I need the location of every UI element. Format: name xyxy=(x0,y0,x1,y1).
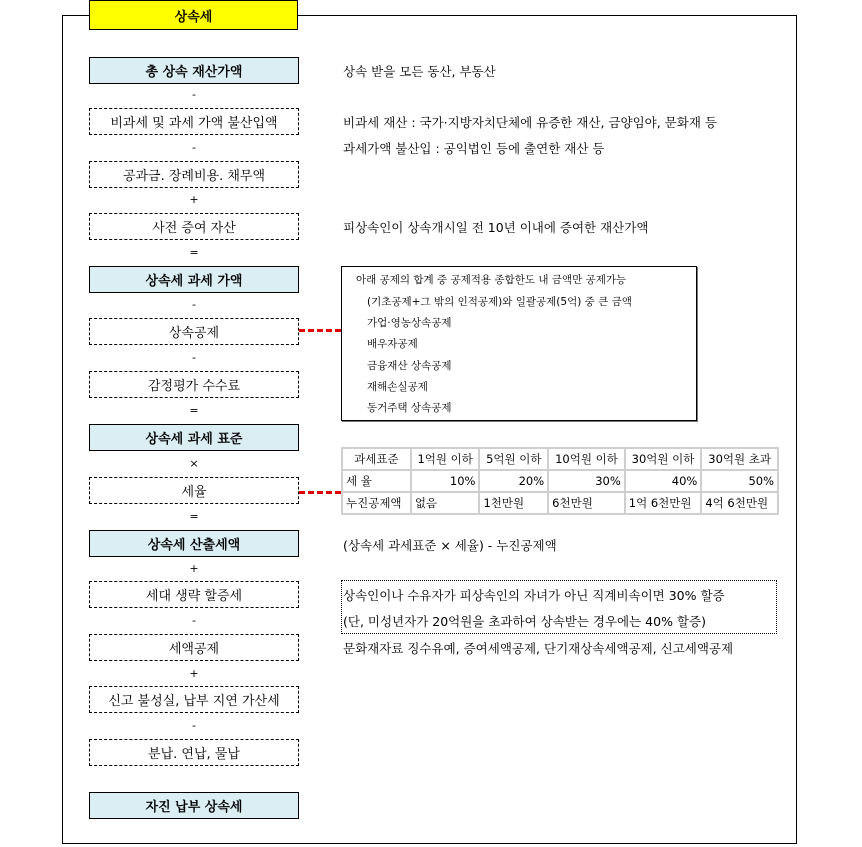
deduction-list-box xyxy=(341,266,697,421)
deduction-item: 동거주택 상속공제 xyxy=(367,402,452,414)
note-prior-gift: 피상속인이 상속개시일 전 10년 이내에 증여한 재산가액 xyxy=(343,220,649,235)
box-prior-gift: 사전 증여 자산 xyxy=(89,213,299,240)
operator: - xyxy=(192,298,196,311)
box-calculated-tax: 상속세 산출세액 xyxy=(89,530,299,557)
box-non-taxable: 비과세 및 과세 가액 불산입액 xyxy=(89,108,299,135)
box-inheritance-deduction: 상속공제 xyxy=(89,318,299,345)
operator: = xyxy=(189,246,199,259)
note-tax-credits: 문화재자료 징수유예, 증여세액공제, 단기재상속세액공제, 신고세액공제 xyxy=(343,641,734,656)
tax-rate-table xyxy=(341,447,779,515)
connector-deduction xyxy=(299,329,341,332)
deduction-header: 아래 공제의 합계 중 공제적용 종합한도 내 금액만 공제가능 xyxy=(356,274,627,286)
table-cell: 누진공제액 xyxy=(342,492,411,514)
box-generation-skip-surcharge: 세대 생략 할증세 xyxy=(89,581,299,608)
connector-tax-rate xyxy=(299,491,341,494)
operator: × xyxy=(189,457,199,470)
box-tax-base: 상속세 과세 표준 xyxy=(89,424,299,451)
operator: - xyxy=(192,351,196,364)
deduction-item: 가업·영농상속공제 xyxy=(367,317,452,329)
operator: - xyxy=(192,719,196,732)
deduction-item: 재해손실공제 xyxy=(367,381,428,393)
operator: + xyxy=(189,193,199,206)
table-cell: 30억원 이하 xyxy=(625,448,702,470)
box-public-charges: 공과금. 장례비용. 채무액 xyxy=(89,161,299,188)
deduction-item: 금융재산 상속공제 xyxy=(367,360,452,372)
table-cell: 30억원 초과 xyxy=(701,448,778,470)
box-taxable-value: 상속세 과세 가액 xyxy=(89,266,299,293)
operator: = xyxy=(189,404,199,417)
table-cell: 과세표준 xyxy=(342,448,411,470)
operator: + xyxy=(189,562,199,575)
table-cell: 50% xyxy=(701,470,778,492)
table-cell: 1천만원 xyxy=(479,492,548,514)
operator: - xyxy=(192,614,196,627)
table-cell: 10억원 이하 xyxy=(548,448,625,470)
box-tax-credit: 세액공제 xyxy=(89,634,299,661)
box-penalty-tax: 신고 불성실, 납부 지연 가산세 xyxy=(89,686,299,713)
table-cell: 5억원 이하 xyxy=(479,448,548,470)
note-excluded: 과세가액 불산입 : 공익법인 등에 출연한 재산 등 xyxy=(343,141,605,156)
table-row xyxy=(342,470,778,492)
deduction-item: 배우자공제 xyxy=(367,338,418,350)
box-total-assets: 총 상속 재산가액 xyxy=(89,57,299,84)
table-cell: 4억 6천만원 xyxy=(701,492,778,514)
table-cell: 30% xyxy=(548,470,625,492)
table-cell: 1억 6천만원 xyxy=(625,492,702,514)
operator: - xyxy=(192,141,196,154)
operator: + xyxy=(189,667,199,680)
table-cell: 세 율 xyxy=(342,470,411,492)
table-row xyxy=(342,492,778,514)
note-total-assets: 상속 받을 모든 동산, 부동산 xyxy=(343,64,496,79)
surcharge-line: 상속인이나 수유자가 피상속인의 자녀가 아닌 직계비속이면 30% 할증 xyxy=(343,588,725,603)
table-cell: 없음 xyxy=(411,492,480,514)
operator: = xyxy=(189,510,199,523)
box-installment-payment: 분납. 연납, 물납 xyxy=(89,739,299,766)
deduction-item: (기초공제+그 밖의 인적공제)와 일괄공제(5억) 중 큰 금액 xyxy=(367,296,632,308)
table-cell: 10% xyxy=(411,470,480,492)
note-non-taxable: 비과세 재산 : 국가·지방자치단체에 유증한 재산, 금양임야, 문화재 등 xyxy=(343,115,717,130)
note-calc-formula: (상속세 과세표준 × 세율) - 누진공제액 xyxy=(343,538,557,553)
table-cell: 20% xyxy=(479,470,548,492)
surcharge-line: (단, 미성년자가 20억원을 초과하여 상속받는 경우에는 40% 할증) xyxy=(343,614,706,629)
table-header-row xyxy=(342,448,778,470)
operator: - xyxy=(192,88,196,101)
table-cell: 6천만원 xyxy=(548,492,625,514)
box-appraisal-fee: 감정평가 수수료 xyxy=(89,371,299,398)
surcharge-note-box xyxy=(341,580,777,634)
box-tax-rate: 세율 xyxy=(89,477,299,504)
table-cell: 40% xyxy=(625,470,702,492)
diagram-title: 상속세 xyxy=(89,0,298,30)
box-self-payment: 자진 납부 상속세 xyxy=(89,792,299,819)
table-cell: 1억원 이하 xyxy=(411,448,480,470)
